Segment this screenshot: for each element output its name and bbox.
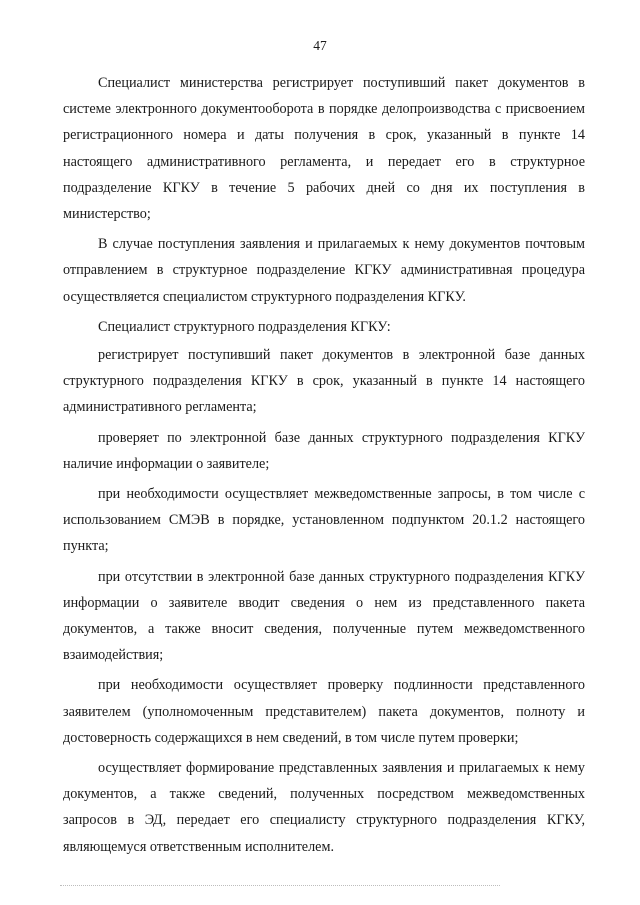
paragraph-enters-information: при отсутствии в электронной базе данных структурного подразделения КГКУ информации о заявителе вводит сведения о нем из представленного пакета документов, а также вносит сведения, полученные путем межведомственного взаимодействия; <box>63 568 585 664</box>
paragraph-registration: Специалист министерства регистрирует поступивший пакет документов в системе электронного документооборота в порядке делопроизводства с присвоением регистрационного номера и даты получения в срок, указанный в пункте 14 настоящего административного регламента, и передает его в структурное подразделение КГКУ в течение 5 рабочих дней со дня их поступления в министерство; <box>63 75 585 223</box>
page-number: 47 <box>313 38 327 53</box>
paragraph-checks-database: проверяет по электронной базе данных структурного подразделения КГКУ наличие информации о заявителе; <box>63 429 585 472</box>
paragraph-forms-package: осуществляет формирование представленных заявления и прилагаемых к нему документов, а также сведений, полученных посредством межведомственных запросов в ЭД, передает его специалисту структурного подразделения КГКУ, являющемуся ответственным исполнителем. <box>63 760 585 855</box>
paragraph-verifies-authenticity: при необходимости осуществляет проверку подлинности представленного заявителем (уполномоченным представителем) пакета документов, полноту и достоверность содержащихся в нем сведений, в том числе путем проверки; <box>63 677 585 746</box>
paragraph-interagency-requests: при необходимости осуществляет межведомственные запросы, в том числе с использованием СМЭВ в порядке, установленном подпунктом 20.1.2 настоящего пункта; <box>63 486 585 555</box>
body-text <box>63 70 585 864</box>
footer-scan-line <box>60 885 500 886</box>
paragraph-postal-delivery: В случае поступления заявления и прилагаемых к нему документов почтовым отправлением в структурное подразделение КГКУ административная процедура осуществляется специалистом структурного подразделения КГКУ. <box>63 236 585 305</box>
paragraph-specialist-heading: Специалист структурного подразделения КГКУ: <box>98 318 391 335</box>
paragraph-registers-package: регистрирует поступивший пакет документов в электронной базе данных структурного подразделения КГКУ в срок, указанный в пункте 14 настоящего административного регламента; <box>63 347 585 416</box>
